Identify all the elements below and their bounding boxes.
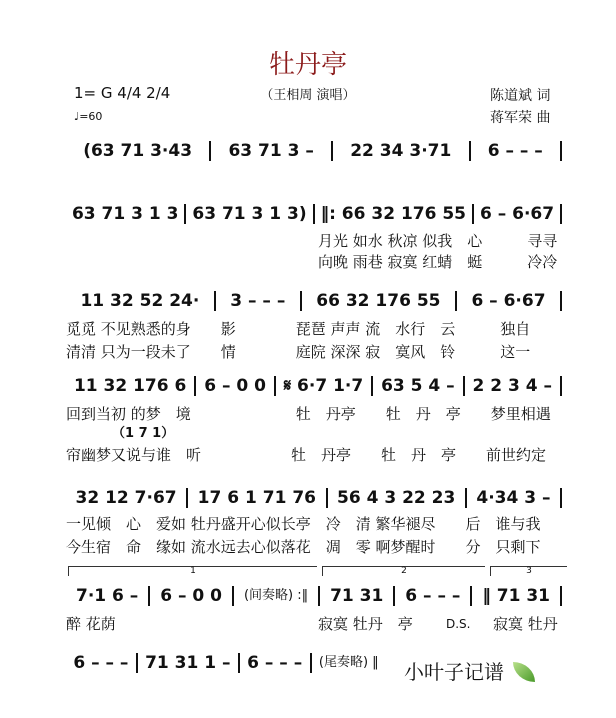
staff-row <box>66 652 386 674</box>
lyric-line: 回到当初 的梦 境 牡 丹亭 牡 丹 亭 梦里相遇 <box>66 405 551 423</box>
measure: 6 – 0 0 <box>204 376 266 396</box>
lyric-line: 向晚 雨巷 寂寞 红蜻 蜓 冷冷 <box>318 253 558 271</box>
composer-credit: 蒋军荣 曲 <box>490 110 551 126</box>
staff-row <box>66 290 562 312</box>
measure: 𝄋 6·7 1·7 <box>283 376 364 396</box>
staff-row <box>66 375 562 397</box>
staff-row <box>66 585 562 607</box>
measure: 7·1 6 – <box>75 586 139 606</box>
measure: 63 5 4 – <box>381 376 455 396</box>
bar-line <box>560 291 562 311</box>
measure: 6 – 6·67 <box>479 204 555 224</box>
lyric-line: 月光 如水 秋凉 似我 心 寻寻 <box>318 232 558 250</box>
measure: 2 2 3 4 – <box>472 376 553 396</box>
volta-3: 3 <box>490 566 567 576</box>
staff-row <box>66 140 562 162</box>
measure: (63 71 3·43 <box>83 141 193 161</box>
volta-1: 1 <box>68 566 317 576</box>
measure: 6 – – – <box>405 586 461 606</box>
measure: 6 – 0 0 <box>160 586 222 606</box>
measure: 3 – – – <box>230 291 286 311</box>
measure: 17 6 1 71 76 <box>197 488 316 508</box>
lyric-line: 今生宿 命 缘如 流水远去心似落花 凋 零 啊梦醒时 分 只剩下 <box>66 538 541 556</box>
volta-2: 2 <box>322 566 485 576</box>
measure: 66 32 176 55 <box>316 291 441 311</box>
bar-line <box>560 488 562 508</box>
lyric-line: 寂寞 牡丹 <box>493 615 558 633</box>
measure: 63 71 3 1 3) <box>192 204 307 224</box>
measure: 63 71 3 1 3 <box>71 204 179 224</box>
measure: (尾奏略) ‖ <box>318 655 379 670</box>
measure: 6 – – – <box>487 141 543 161</box>
measure: ‖: 66 32 176 55 <box>320 204 467 224</box>
lyric-line: 寂寞 牡丹 亭 <box>318 615 413 633</box>
measure: 71 31 <box>330 586 384 606</box>
measure: 4·34 3 – <box>476 488 551 508</box>
alt-notes: （1 7 1） <box>112 426 175 441</box>
ds-marking: D.S. <box>446 617 471 631</box>
bar-line <box>560 204 562 224</box>
measure: 6 – – – <box>247 653 303 673</box>
measure: ‖ 71 31 <box>482 586 550 606</box>
measure: 11 32 52 24· <box>80 291 200 311</box>
measure: 6 – – – <box>73 653 129 673</box>
lyric-line: 醉 花荫 <box>66 615 116 633</box>
staff-row <box>66 487 562 509</box>
watermark-logo: 小叶子记谱 <box>404 660 504 684</box>
measure: 11 32 176 6 <box>73 376 187 396</box>
measure: 56 4 3 22 23 <box>337 488 456 508</box>
measure: 63 71 3 – <box>228 141 314 161</box>
measure: 71 31 1 – <box>145 653 231 673</box>
measure: (间奏略) :‖ <box>243 588 309 603</box>
lyric-line: 清清 只为一段未了 情 庭院 深深 寂 寞风 铃 这一 <box>66 343 531 361</box>
measure: 32 12 7·67 <box>75 488 177 508</box>
staff-row <box>66 203 562 225</box>
lyric-line: 一见倾 心 爱如 牡丹盛开心似长亭 冷 清 繁华褪尽 后 谁与我 <box>66 515 541 533</box>
measure: 6 – 6·67 <box>471 291 546 311</box>
key-signature: 1= G 4/4 2/4 <box>74 84 171 102</box>
bar-line <box>560 586 562 606</box>
lyricist-credit: 陈道斌 词 <box>490 88 551 104</box>
measure: 22 34 3·71 <box>350 141 452 161</box>
tempo-marking: ♩=60 <box>74 110 103 123</box>
bar-line <box>560 141 562 161</box>
singer-credit: （王相周 演唱） <box>260 88 356 103</box>
leaf-icon <box>513 662 535 682</box>
lyric-line: 觅觅 不见熟悉的身 影 琵琶 声声 流 水行 云 独自 <box>66 320 531 338</box>
lyric-line: 帘幽梦又说与谁 听 牡 丹亭 牡 丹 亭 前世约定 <box>66 446 547 464</box>
song-title: 牡丹亭 <box>268 50 347 80</box>
bar-line <box>560 376 562 396</box>
